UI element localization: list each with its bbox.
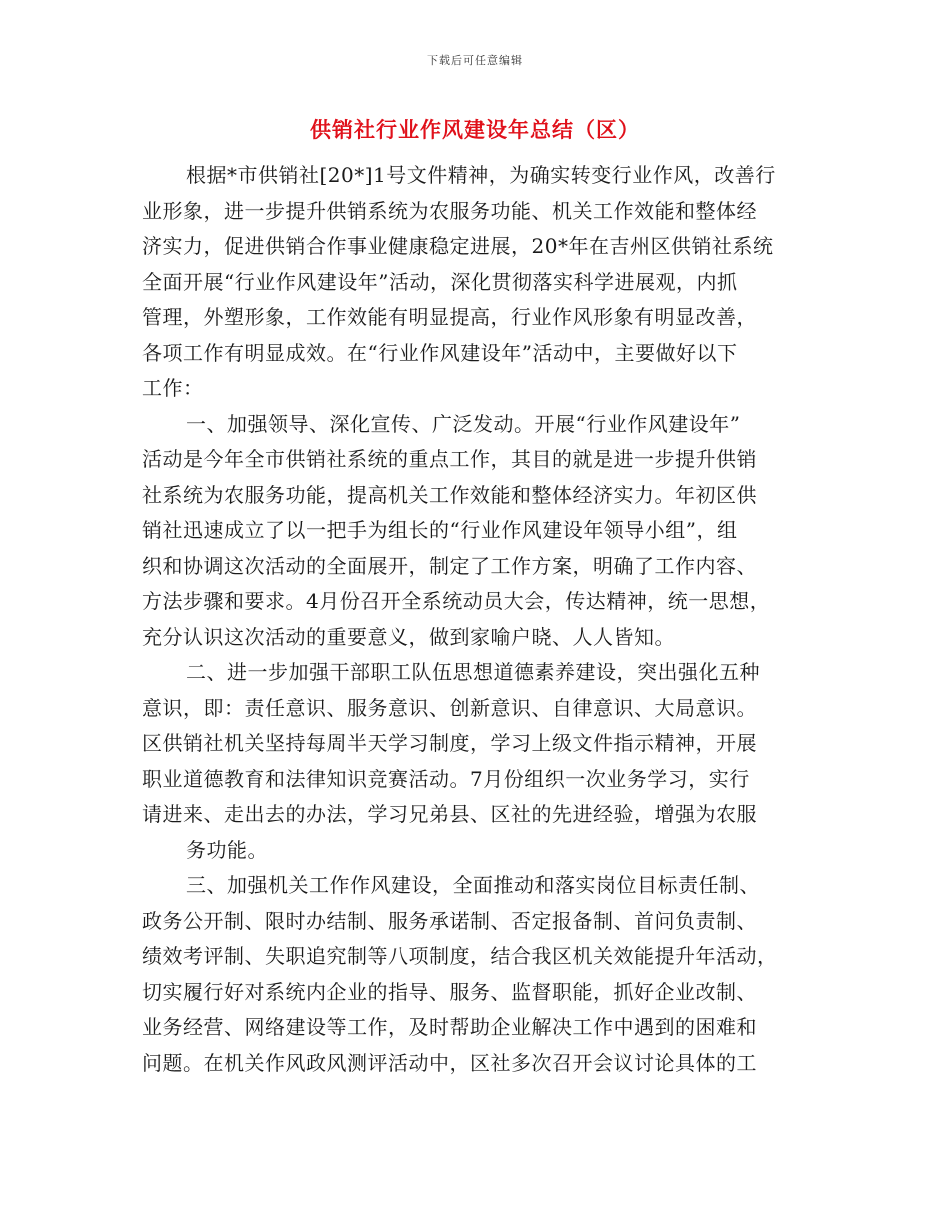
paragraph-line: 绩效考评制、失职追究制等八项制度，结合我区机关效能提升年活动， (142, 944, 778, 968)
paragraph-line: 各项工作有明显成效。在“行业作风建设年”活动中，主要做好以下 (142, 340, 738, 365)
paragraph-line: 销社迅速成立了以一把手为组长的“行业作风建设年领导小组”，组 (142, 518, 738, 542)
paragraph-line: 济实力，促进供销合作事业健康稳定进展，20*年在吉州区供销社系统 (142, 234, 774, 258)
paragraph-line: 切实履行好对系统内企业的指导、服务、监督职能，抓好企业改制、 (142, 979, 757, 1004)
paragraph-line: 意识，即：责任意识、服务意识、创新意识、自律意识、大局意识。 (142, 695, 757, 720)
paragraph-line: 全面开展“行业作风建设年”活动，深化贯彻落实科学进展观，内抓 (142, 269, 738, 294)
paragraph-line: 社系统为农服务功能，提高机关工作效能和整体经济实力。年初区供 (142, 482, 757, 507)
paragraph-line: 工作： (142, 376, 204, 400)
header-note: 下载后可任意编辑 (427, 54, 523, 67)
paragraph-line: 活动是今年全市供销社系统的重点工作，其目的就是进一步提升供销 (142, 447, 757, 471)
paragraph-line: 区供销社机关坚持每周半天学习制度，学习上级文件指示精神，开展 (142, 731, 757, 755)
paragraph-line: 根据*市供销社[20*]1号文件精神，为确实转变行业作风，改善行 (186, 163, 776, 187)
paragraph-line: 务功能。 (186, 837, 268, 862)
paragraph-line: 一、加强领导、深化宣传、广泛发动。开展“行业作风建设年” (186, 411, 741, 436)
document-body (142, 158, 822, 1081)
paragraph-line: 织和协调这次活动的全面展开，制定了工作方案，明确了工作内容、 (142, 553, 757, 578)
paragraph-line: 业形象，进一步提升供销系统为农服务功能、机关工作效能和整体经 (142, 198, 757, 223)
paragraph-line: 二、进一步加强干部职工队伍思想道德素养建设，突出强化五种 (186, 660, 760, 684)
paragraph-line: 方法步骤和要求。4月份召开全系统动员大会，传达精神，统一思想， (142, 589, 771, 613)
paragraph-line: 政务公开制、限时办结制、服务承诺制、否定报备制、首问负责制、 (142, 908, 757, 933)
paragraph-line: 职业道德教育和法律知识竞赛活动。7月份组织一次业务学习，实行 (142, 766, 750, 791)
paragraph-line: 三、加强机关工作作风建设，全面推动和落实岗位目标责任制、 (186, 873, 760, 897)
paragraph-line: 充分认识这次活动的重要意义，做到家喻户晓、人人皆知。 (142, 624, 675, 649)
paragraph-line: 业务经营、网络建设等工作，及时帮助企业解决工作中遇到的困难和 (142, 1015, 757, 1039)
paragraph-line: 问题。在机关作风政风测评活动中，区社多次召开会议讨论具体的工 (142, 1050, 757, 1075)
paragraph-line: 管理，外塑形象，工作效能有明显提高，行业作风形象有明显改善， (142, 305, 757, 329)
document-title: 供销社行业作风建设年总结（区） (310, 117, 640, 142)
paragraph-line: 请进来、走出去的办法，学习兄弟县、区社的先进经验，增强为农服 (142, 802, 757, 826)
